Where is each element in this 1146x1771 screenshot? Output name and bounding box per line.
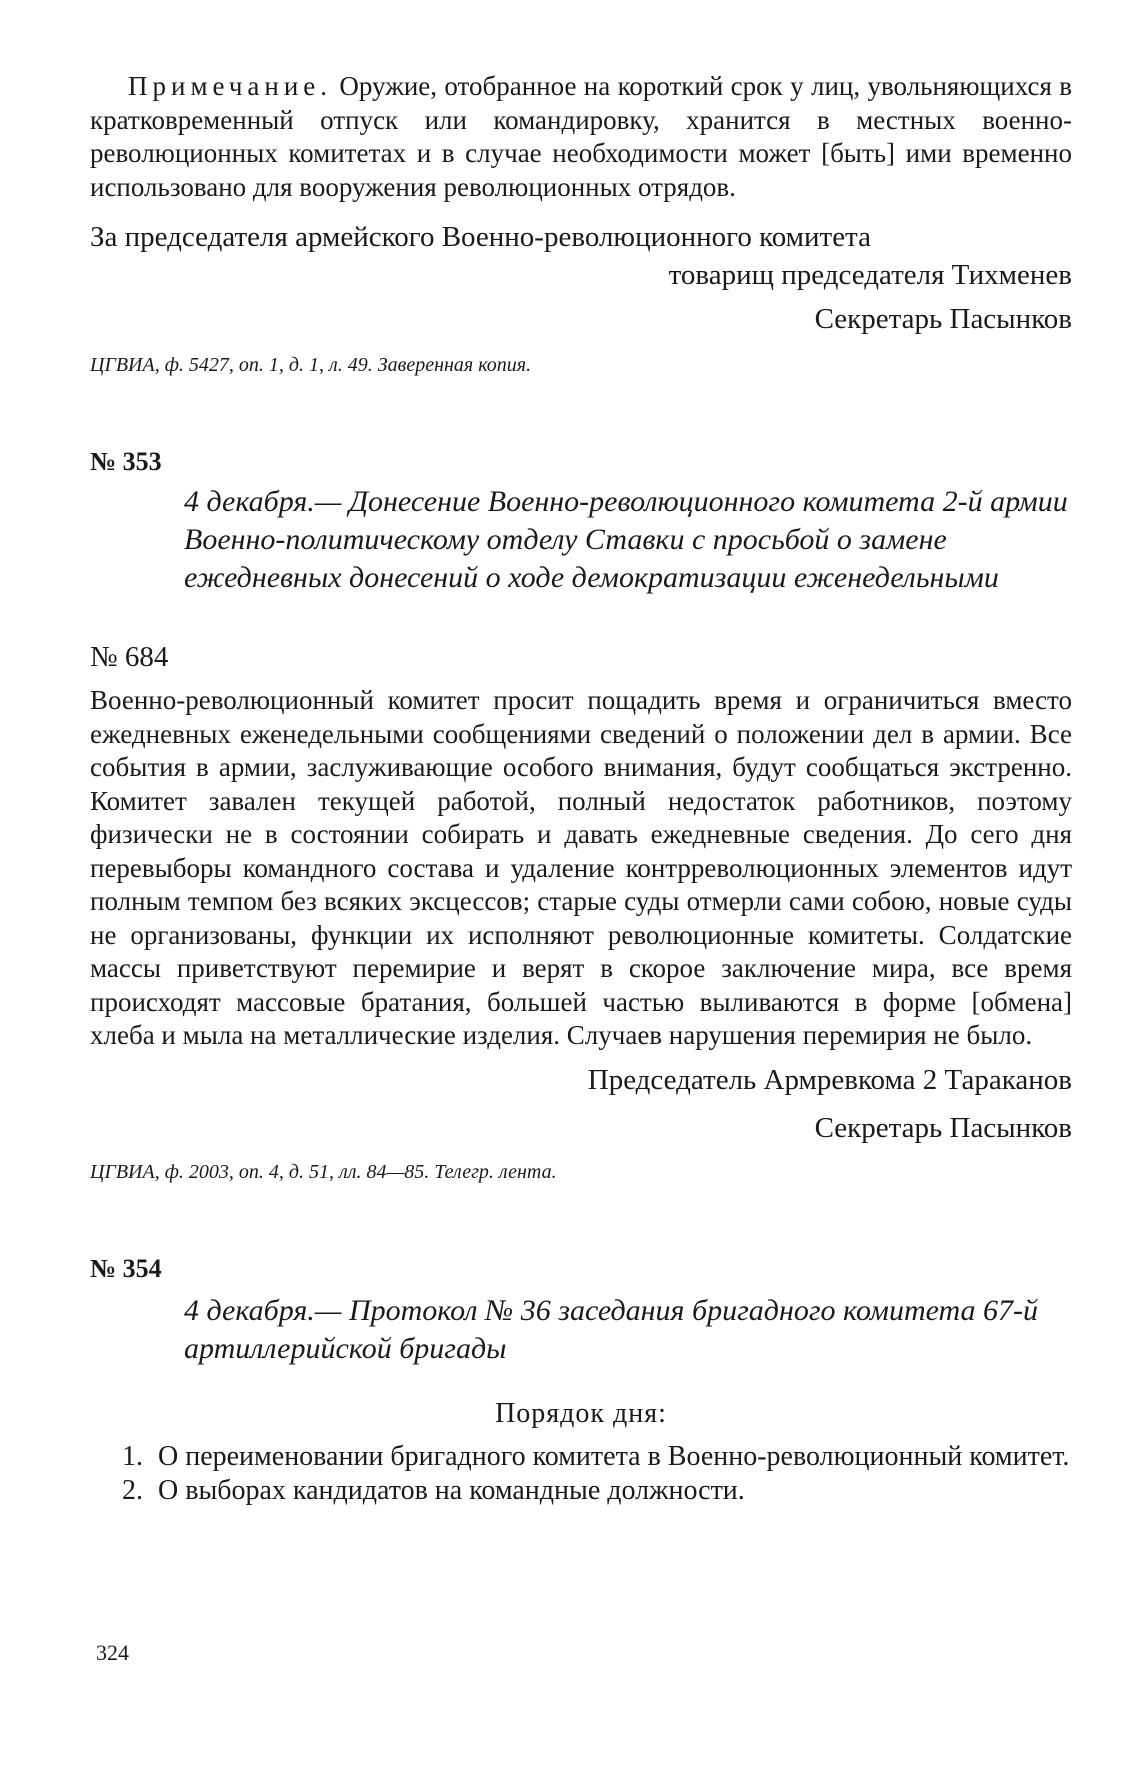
archive-reference: ЦГВИА, ф. 5427, оп. 1, д. 1, л. 49. Заверенная копия.: [90, 354, 532, 376]
archive-reference: ЦГВИА, ф. 2003, оп. 4, д. 51, лл. 84—85. Телегр. лента.: [90, 1160, 557, 1183]
agenda-list: [90, 1440, 1072, 1508]
signature-secretary: Секретарь Пасынков: [814, 303, 1072, 335]
signature-line-2: товарищ председателя Тихменев: [668, 259, 1072, 291]
document-title: 4 декабря.— Донесение Военно-революционного комитета 2-й армии Военно-политическому отделу Ставки с просьбой о замене ежедневных донесений о ходе демократизации еженедельными: [184, 485, 1068, 594]
signature-secretary: Секретарь Пасынков: [814, 1111, 1072, 1144]
signature-line-1: За председателя армейского Военно-революционного комитета: [90, 221, 871, 253]
document-number: № 354: [90, 1253, 162, 1283]
page-content: [90, 70, 1072, 1508]
document-body: Военно-революционный комитет просит пощадить время и ограничиться вместо ежедневных еженедельными сообщениями сведений о положении дел в армии. Все события в армии, заслуживающие особого внимания, будут сообщаться экстренно. Комитет завален текущей работой, полный недостаток работников, поэтому физически не в состоянии собирать и давать ежедневные сведения. До сего дня перевыборы командного состава и удаление контрреволюционных элементов идут полным темпом без всяких эксцессов; старые суды отмерли сами собою, новые суды не организованы, функции их исполняют революционные комитеты. Солдатские массы приветствуют перемирие и верят в скорое заключение мира, все время происходят массовые братания, большей частью выливаются в форме [обмена] хлеба и мыла на металлические изделия. Случаев нарушения перемирия не было.: [90, 685, 1072, 1050]
document-number: № 353: [90, 447, 162, 476]
page-number: 324: [96, 1640, 129, 1665]
telegram-number: № 684: [90, 641, 169, 673]
note-label: Примечание.: [128, 71, 333, 101]
agenda-item: 1. О переименовании бригадного комитета в Военно-революционный комитет.: [150, 1440, 1072, 1474]
document-title: 4 декабря.— Протокол № 36 заседания бригадного комитета 67-й артиллерийской бригады: [184, 1293, 1039, 1365]
note-paragraph: [90, 70, 1072, 204]
agenda-item: 2. О выборах кандидатов на командные должности.: [150, 1474, 1072, 1508]
agenda-heading: Порядок дня:: [495, 1397, 667, 1429]
note-text: Оружие, отобранное на короткий срок у лиц, увольняющихся в кратковременный отпуск или командировку, хранится в местных военно-революционных комитетах и в случае необходимости может [быть] ими временно использовано для вооружения революционных отрядов.: [90, 71, 1072, 202]
signature-chairman: Председатель Армревкома 2 Тараканов: [587, 1063, 1072, 1096]
